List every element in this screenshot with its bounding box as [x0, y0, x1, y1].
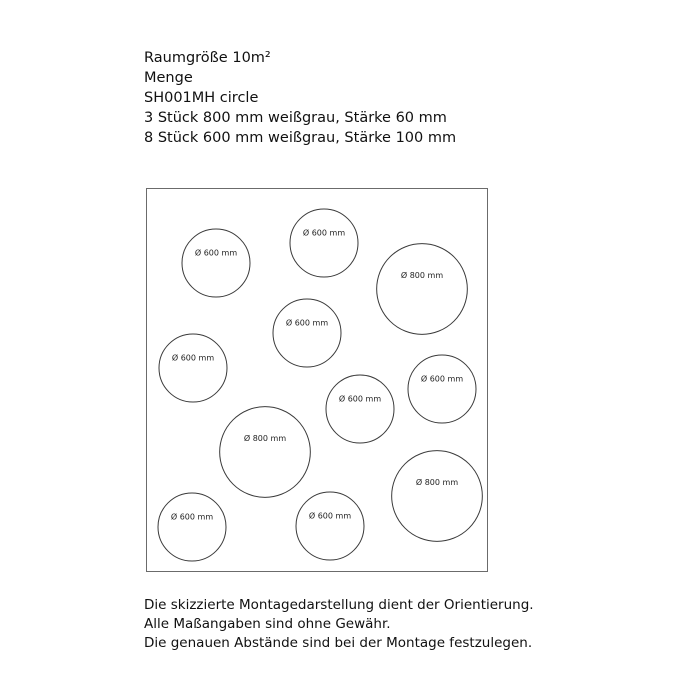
panel-600-circle — [296, 492, 364, 560]
panel-diameter-label: Ø 600 mm — [171, 353, 215, 363]
panel-600-circle — [326, 375, 394, 443]
panel-800-circle — [220, 407, 311, 498]
product-info — [144, 48, 456, 148]
panel-diameter-label: Ø 600 mm — [338, 394, 382, 404]
panel-diameter-label: Ø 600 mm — [308, 511, 352, 521]
panel-600-circle — [159, 334, 227, 402]
panel-diameter-label: Ø 800 mm — [415, 477, 459, 487]
quantity-label: Menge — [144, 70, 193, 86]
panel-diameter-label: Ø 600 mm — [285, 318, 329, 328]
mounting-plan-drawing — [147, 189, 487, 571]
panel-diameter-label: Ø 600 mm — [302, 228, 346, 238]
panel-diameter-label: Ø 600 mm — [170, 512, 214, 522]
panel-diameter-label: Ø 600 mm — [194, 248, 238, 258]
panel-diameter-label: Ø 800 mm — [400, 270, 444, 280]
disclaimer — [144, 596, 534, 653]
panel-600-circle — [273, 299, 341, 367]
room-size: Raumgröße 10m² — [144, 50, 271, 66]
disclaimer-line-1: Die skizzierte Montagedarstellung dient der Orientierung. — [144, 597, 534, 613]
panel-diameter-label: Ø 800 mm — [243, 433, 287, 443]
panel-diameter-label: Ø 600 mm — [420, 374, 464, 384]
panel-600-circle — [182, 229, 250, 297]
mounting-plan — [146, 188, 488, 572]
panel-600-circle — [408, 355, 476, 423]
panel-800-circle — [392, 451, 483, 542]
disclaimer-line-2: Alle Maßangaben sind ohne Gewähr. — [144, 616, 391, 632]
item-600: 8 Stück 600 mm weißgrau, Stärke 100 mm — [144, 130, 457, 146]
item-800: 3 Stück 800 mm weißgrau, Stärke 60 mm — [144, 110, 447, 126]
panel-600-circle — [158, 493, 226, 561]
disclaimer-line-3: Die genauen Abstände sind bei der Montage festzulegen. — [144, 635, 533, 651]
product-name: SH001MH circle — [144, 90, 259, 106]
panel-800-circle — [377, 244, 468, 335]
panel-600-circle — [290, 209, 358, 277]
